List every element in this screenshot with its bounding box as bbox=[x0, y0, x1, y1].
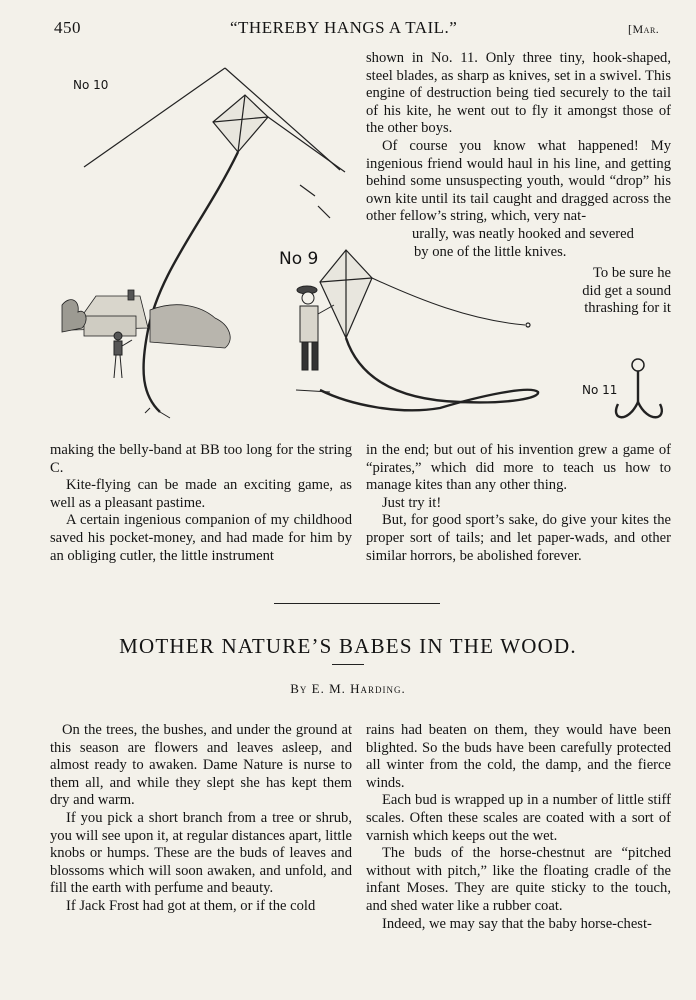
paragraph: But, for good sport’s sake, do give your kites the proper sort of tails; and let paper-wads, and other similar horrors, be abolished forever. bbox=[366, 512, 671, 564]
byline: By E. M. Harding. bbox=[290, 681, 406, 696]
issue-mark: [Mar. bbox=[628, 22, 660, 36]
text-line: thrashing for it bbox=[584, 300, 671, 317]
page-number: 450 bbox=[54, 18, 81, 37]
text-line: To be sure he bbox=[593, 265, 671, 281]
paragraph: shown in No. 11. Only three tiny, hook-shaped, steel blades, as sharp as knives, set in a swivel. This engine of destruction being tied securely to the tail of his kite, he went out to fly it amongst those of the other boys. bbox=[366, 50, 671, 137]
paragraph: If Jack Frost had got at them, or if the cold bbox=[66, 897, 316, 914]
child-figure bbox=[114, 332, 132, 378]
paragraph: The buds of the horse-chestnut are “pitched without with pitch,” like the floating cradle of the infant Moses. They are quite sticky to the touch, and shed water like a rubber coat. bbox=[366, 845, 671, 914]
article2-left-column bbox=[50, 722, 352, 916]
paragraph: Each bud is wrapped up in a number of little stiff scales. Often these scales are coated with a sort of varnish which keeps out the wet. bbox=[366, 792, 671, 844]
paragraph: Of course you know what happened! My ingenious friend would haul in his line, and getting behind some unsuspecting youth, would “drop” his own kite until its tail caught and dragged across the other fellow’s string, which, very nat- bbox=[366, 137, 671, 225]
kite-no9-drawing bbox=[320, 250, 538, 410]
text-line: urally, was neatly hooked and severed bbox=[412, 226, 634, 242]
paragraph: Kite-flying can be made an exciting game, as well as a pleasant pastime. bbox=[50, 477, 352, 511]
hook-no11-drawing bbox=[616, 359, 662, 417]
article1-right-narrow bbox=[540, 265, 671, 318]
article1-right-top bbox=[366, 50, 671, 226]
title-underline bbox=[332, 664, 364, 665]
article1-right-bottom bbox=[366, 442, 671, 565]
paragraph: On the trees, the bushes, and under the ground at this season are flowers and leaves asleep, and almost ready to awaken. Dame Nature is nurse to them all, and while they slept she has kept them dry and warm. bbox=[50, 722, 352, 809]
paragraph: making the belly-band at BB too long for the string C. bbox=[50, 442, 352, 476]
label-no11: No 11 bbox=[582, 383, 618, 397]
article1-right-indent bbox=[412, 226, 671, 261]
paragraph: in the end; but out of his invention grew a game of “pirates,” which did more to teach us how to manage kites than any other thing. bbox=[366, 442, 671, 494]
running-title: “THEREBY HANGS A TAIL.” bbox=[230, 18, 458, 37]
paragraph: rains had beaten on them, they would have been blighted. So the buds have been carefully protected all winter from the cold, the damp, and the fierce winds. bbox=[366, 722, 671, 791]
article1-left-bottom bbox=[50, 442, 352, 565]
article-title: MOTHER NATURE’S BABES IN THE WOOD. bbox=[119, 634, 577, 658]
section-divider bbox=[274, 603, 440, 604]
text-line: did get a sound bbox=[582, 282, 671, 299]
boy-figure bbox=[296, 286, 334, 392]
label-no9: No 9 bbox=[279, 249, 319, 269]
paragraph: Just try it! bbox=[382, 494, 442, 511]
text-line: by one of the little knives. bbox=[414, 243, 567, 260]
article2-right-column bbox=[366, 722, 671, 933]
paragraph: Indeed, we may say that the baby horse-chest- bbox=[382, 915, 652, 932]
label-no10: No 10 bbox=[73, 78, 109, 92]
paragraph: If you pick a short branch from a tree or shrub, you will see upon it, at regular distances apart, little knobs or humps. These are the buds of leaves and blossoms which will soon awaken, and unfold, and fill the earth with perfume and beauty. bbox=[50, 809, 352, 897]
paragraph: A certain ingenious companion of my childhood saved his pocket-money, and had made for him by an obliging cutler, the little instrument bbox=[50, 512, 352, 564]
